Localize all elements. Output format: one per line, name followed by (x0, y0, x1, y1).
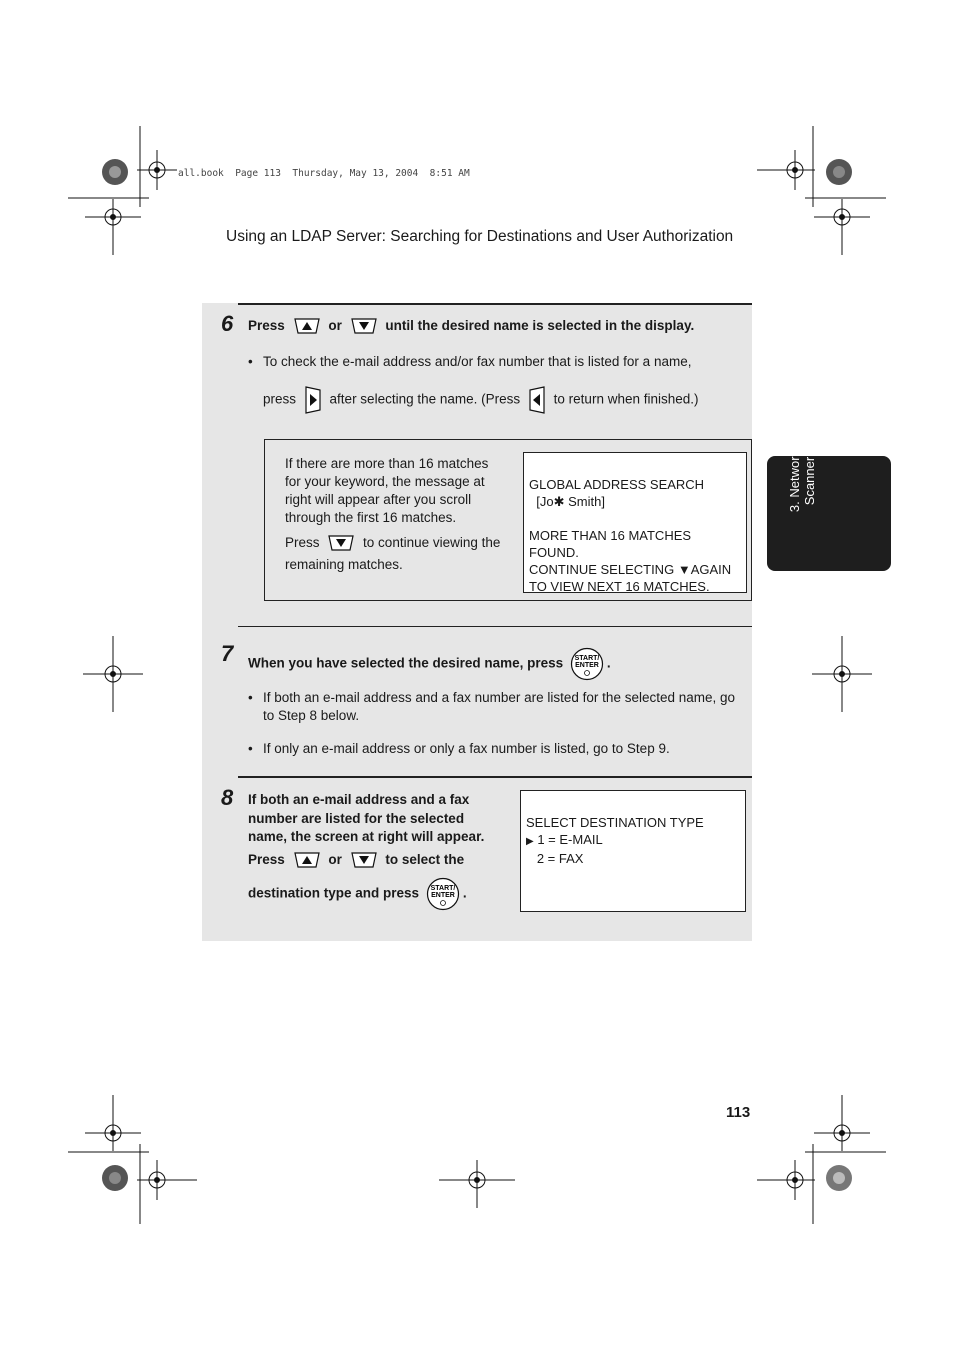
step7-bullet2: If only an e-mail address or only a fax number is listed, go to Step 9. (263, 741, 670, 756)
lcd-line1: GLOBAL ADDRESS SEARCH (529, 477, 705, 492)
start-enter-key-icon (569, 647, 605, 681)
step6-bullet-press: press (263, 391, 297, 407)
bullet-icon: • (248, 741, 253, 756)
step7-rule (238, 626, 752, 627)
step7-number: 7 (221, 641, 234, 666)
step8-end-line: destination type and press START/ ENTER . (248, 877, 467, 911)
step6-instruction (248, 316, 748, 336)
lcd-global-search (523, 452, 747, 593)
up-arrow-key-icon (292, 851, 322, 869)
chapter-tab (767, 449, 891, 571)
lcd-line2: [Jo (529, 494, 554, 509)
start-label: START/ (430, 885, 456, 892)
lcd-line3: MORE THAN 16 MATCHES (529, 528, 692, 543)
step6-bullet-line1: To check the e-mail address and/or fax number that is listed for a name, (263, 354, 692, 369)
left-arrow-key-icon (528, 385, 546, 415)
step8-press: Press (248, 852, 285, 867)
lcd-destination-type (520, 790, 746, 912)
step6-rule (238, 303, 752, 305)
note-rest: to continue viewing the remaining matches. (285, 535, 501, 572)
page-number: 113 (726, 1104, 751, 1121)
step8-or: or (328, 852, 342, 867)
lcd-line4: FOUND. (529, 545, 579, 560)
right-arrow-key-icon (304, 385, 322, 415)
lcd-line2b: Smith] (564, 494, 605, 509)
step8-rest: to select the (385, 852, 465, 867)
note-press-line (285, 532, 515, 576)
lcd-dest-line3: 2 = FAX (536, 851, 584, 866)
asterisk-icon: ✱ (553, 494, 565, 509)
enter-label: ENTER (575, 662, 599, 669)
down-arrow-key-icon (349, 317, 379, 335)
note-paragraph: If there are more than 16 matches for your keyword, the message at right will appear after you scroll through the first 16 matches. (285, 456, 489, 525)
down-triangle-icon: ▼ (677, 562, 691, 577)
running-head: Using an LDAP Server: Searching for Destinations and User Authorization (226, 228, 734, 245)
start-label: START/ (574, 655, 600, 662)
step8-press-line (248, 850, 464, 870)
step8-line-end: destination type and press (248, 885, 420, 901)
step6-rest: until the desired name is selected in the display. (385, 318, 695, 333)
step6-bullet-end: to return when finished.) (553, 391, 699, 407)
lcd-line6: TO VIEW NEXT 16 MATCHES. (529, 579, 710, 594)
step6-number: 6 (221, 311, 234, 336)
step8-number: 8 (221, 785, 234, 810)
bullet-icon: • (248, 354, 253, 369)
down-arrow-key-icon (349, 851, 379, 869)
note-press: Press (285, 535, 320, 550)
step6-or: or (328, 318, 342, 333)
lcd-line5b: AGAIN (690, 562, 732, 577)
step8-text: If both an e-mail address and a fax number are listed for the selected name, the screen at right will appear. (248, 792, 485, 844)
chapter-tab-label: 3. Network Scanner (787, 449, 817, 513)
step7-text: When you have selected the desired name, press (248, 655, 564, 671)
enter-label: ENTER (430, 892, 455, 899)
step7-instruction: When you have selected the desired name, press START/ ENTER . (248, 647, 611, 681)
up-arrow-key-icon (292, 317, 322, 335)
down-arrow-key-icon (326, 534, 356, 552)
bullet-icon: • (248, 690, 253, 705)
step7-bullet1: If both an e-mail address and a fax number are listed for the selected name, go to Step 8 below. (263, 690, 736, 723)
step6-bullet-line2 (263, 385, 699, 415)
lcd-dest-line2: 1 = E-MAIL (537, 832, 603, 847)
step6-press: Press (248, 318, 285, 333)
step6-bullet-mid: after selecting the name. (Press (329, 391, 521, 407)
file-info-line: all.book Page 113 Thursday, May 13, 2004 8:51 AM (178, 168, 470, 179)
lcd-line5: CONTINUE SELECTING (529, 562, 675, 577)
pointer-triangle-icon: ▶ (526, 836, 534, 847)
step8-rule (238, 776, 752, 778)
lcd-dest-line1: SELECT DESTINATION TYPE (526, 815, 704, 830)
start-enter-key-icon (425, 877, 461, 911)
